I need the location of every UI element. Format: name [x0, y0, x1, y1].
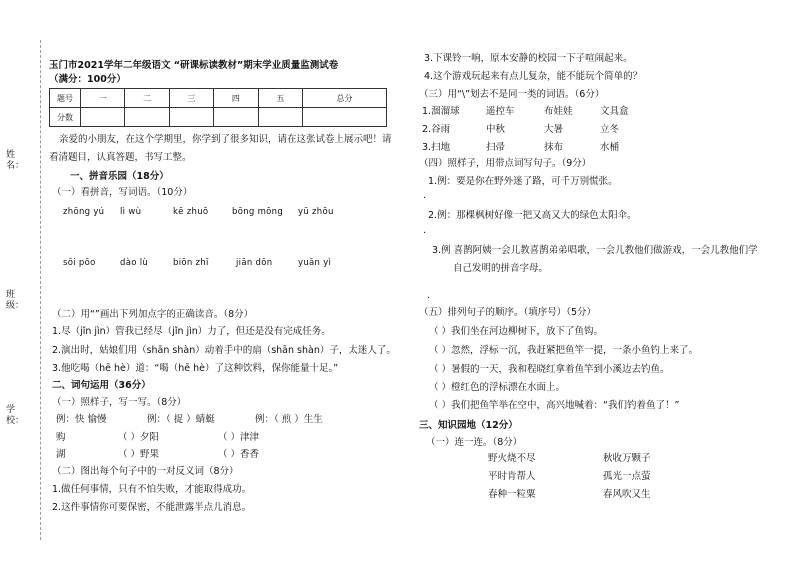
answer-dot: . [423, 225, 427, 236]
question-1-2: 2.演出时，姑娘们用（shān shàn）动着手中的扇（shān shàn）子，太迷人了。 [52, 345, 396, 356]
score-cell[interactable] [214, 108, 258, 127]
category-word: 抹布 [544, 142, 564, 153]
section-2-2-heading: （二）图出每个句子中的一对反义词（8分） [52, 466, 239, 477]
sentence-example-3a: 3.例 喜鹊阿姨一会儿教喜鹊弟弟唱歌，一会儿教他们做游戏，一会儿教他们学 [432, 245, 758, 256]
sentence-example-1: 1.例：要是你在野外迷了路，可千万别慌张。 [428, 176, 618, 187]
category-word: 文具盒 [600, 106, 629, 117]
pinyin-item: dào lù [120, 258, 149, 268]
answer-dot: . [427, 290, 431, 301]
intro-line-1: 亲爱的小朋友，在这个学期里，你学到了很多知识，请在这张试卷上展示吧！请 [59, 134, 392, 145]
score-table-header-row [50, 89, 387, 108]
pinyin-item: jiān dōn [236, 258, 273, 268]
category-word: 1.溜溜球 [422, 106, 460, 117]
exam-title: 玉门市2021学年二年级语文 “研课标读教材”期末学业质量监测试卷 [49, 60, 339, 71]
intro-line-2: 看清题目，认真答题，书写工整。 [49, 152, 192, 163]
category-word: 布娃娃 [544, 106, 573, 117]
match-right-item[interactable]: 孤光一点萤 [603, 471, 651, 482]
score-cell[interactable] [169, 108, 213, 127]
word-blank[interactable]: （ ）津津 [218, 432, 260, 443]
section-1-2-heading: （二）用“”画出下列加点字的正确读音。（8分） [52, 309, 254, 320]
question-r2: 4.这个游戏玩起来有点儿复杂，能不能玩个简单的？ [424, 71, 643, 82]
score-header-cell: 四 [214, 89, 258, 108]
score-header-cell: 一 [81, 89, 125, 108]
score-cell[interactable] [125, 108, 169, 127]
class-label: 班级： [6, 290, 25, 311]
pinyin-item: sōi pōo [63, 258, 96, 268]
order-item: （ ）忽然，浮标一沉，我赶紧把鱼竿一提，一条小鱼钓上来了。 [429, 345, 699, 356]
question-2-1: 1.做任何事情，只有不怕失败，才能取得成功。 [52, 484, 252, 495]
pinyin-item: bōng mōng [232, 207, 284, 217]
category-word: 3.扫地 [422, 142, 451, 153]
category-word: 2.谷雨 [422, 124, 451, 135]
section-6-heading: 三、知识园地（12分） [419, 420, 518, 431]
sentence-example-3b: 自己发明的拼音字母。 [453, 263, 549, 274]
word-blank[interactable]: （ ）野果 [118, 449, 160, 460]
question-2-2: 2.这件事情你可要保密，不能泄露半点儿消息。 [52, 502, 252, 513]
pinyin-item: kē zhuō [173, 207, 209, 217]
pinyin-item: zhōng yú [63, 207, 105, 217]
score-header-cell: 五 [258, 89, 302, 108]
score-cell[interactable] [258, 108, 302, 127]
section-6-1-heading: （一）连一连。（8分） [426, 437, 523, 448]
match-left-item[interactable]: 平时肯帮人 [488, 471, 536, 482]
category-word: 中秋 [486, 124, 506, 135]
section-4-heading: （四）照样子，用带点词写句子。（9分） [419, 158, 592, 169]
score-header-cell: 三 [169, 89, 213, 108]
match-left-item[interactable]: 野火烧不尽 [488, 453, 536, 464]
section-2-heading: 二、词句运用（36分） [52, 380, 151, 391]
score-header-cell: 总分 [303, 89, 387, 108]
score-header-cell: 二 [125, 89, 169, 108]
section-1-1-heading: （一）看拼音，写词语。（10分） [52, 187, 193, 198]
full-score: （满分：100分） [49, 74, 126, 85]
name-label: 姓名： [6, 150, 25, 171]
category-word: 水桶 [600, 142, 620, 153]
question-1-1: 1.尽（jǐn jìn）管我已经尽（jǐn jìn）力了，但还是没有完成任务。 [52, 326, 331, 337]
category-word: 立冬 [600, 124, 620, 135]
pinyin-item: yuān yì [298, 258, 332, 268]
match-right-item[interactable]: 秋收万颗子 [603, 453, 651, 464]
question-r1: 3.下课铃一响，原本安静的校园一下子喧闹起来。 [424, 53, 633, 64]
pinyin-item: lì wù [120, 207, 142, 217]
sentence-example-2: 2.例：那棵枫树好像一把又高又大的绿色太阳伞。 [428, 210, 637, 221]
example-2: 例：（ 捉 ）蜻蜓 [147, 414, 215, 425]
order-item: （ ）暑假的一天，我和程晓红拿着鱼竿到小溪边去钓鱼。 [429, 364, 670, 375]
section-5-heading: （五）排列句子的顺序。（填序号）（5分） [419, 307, 597, 318]
pinyin-item: biōn zhī [173, 258, 209, 268]
word-item: 湖 [56, 449, 66, 460]
section-1-heading: 一、拼音乐园（18分） [70, 171, 169, 182]
score-row-label: 分数 [50, 108, 81, 127]
order-item: （ ）橙红色的浮标漂在水面上。 [429, 382, 566, 393]
score-cell[interactable] [81, 108, 125, 127]
match-right-item[interactable]: 春风吹又生 [603, 489, 651, 500]
score-header-cell: 题号 [50, 89, 81, 108]
order-item: （ ）我们坐在河边柳树下，放下了鱼钩。 [429, 326, 604, 337]
score-cell[interactable] [303, 108, 387, 127]
example-3: 例：（ 煎 ）生生 [255, 414, 323, 425]
category-word: 大暑 [544, 124, 564, 135]
question-1-3: 3.他吃喝（hē hè）道：“喝（hē hè）了这种饮料，保你能量十足。” [52, 363, 339, 374]
word-blank[interactable]: （ ）夕阳 [118, 432, 160, 443]
word-item: 购 [56, 432, 66, 443]
score-table [49, 88, 387, 127]
section-2-1-heading: （一）照样子，写一写。（8分） [52, 397, 187, 408]
example-1: 例：快 愉慢 [56, 414, 107, 425]
word-blank[interactable]: （ ）香香 [218, 449, 260, 460]
binding-line [40, 40, 41, 540]
match-left-item[interactable]: 春种一粒粟 [488, 489, 536, 500]
order-item: （ ）我们把鱼竿举在空中，高兴地喊着：“我们钓着鱼了！” [429, 400, 680, 411]
answer-dot: . [423, 190, 427, 201]
score-table-value-row [50, 108, 387, 127]
section-3-heading: （三）用“\”划去不是同一类的词语。（6分） [419, 89, 605, 100]
school-label: 学校： [6, 405, 25, 426]
pinyin-item: yū zhōu [298, 207, 334, 217]
category-word: 扫帚 [486, 142, 506, 153]
category-word: 遥控车 [486, 106, 515, 117]
